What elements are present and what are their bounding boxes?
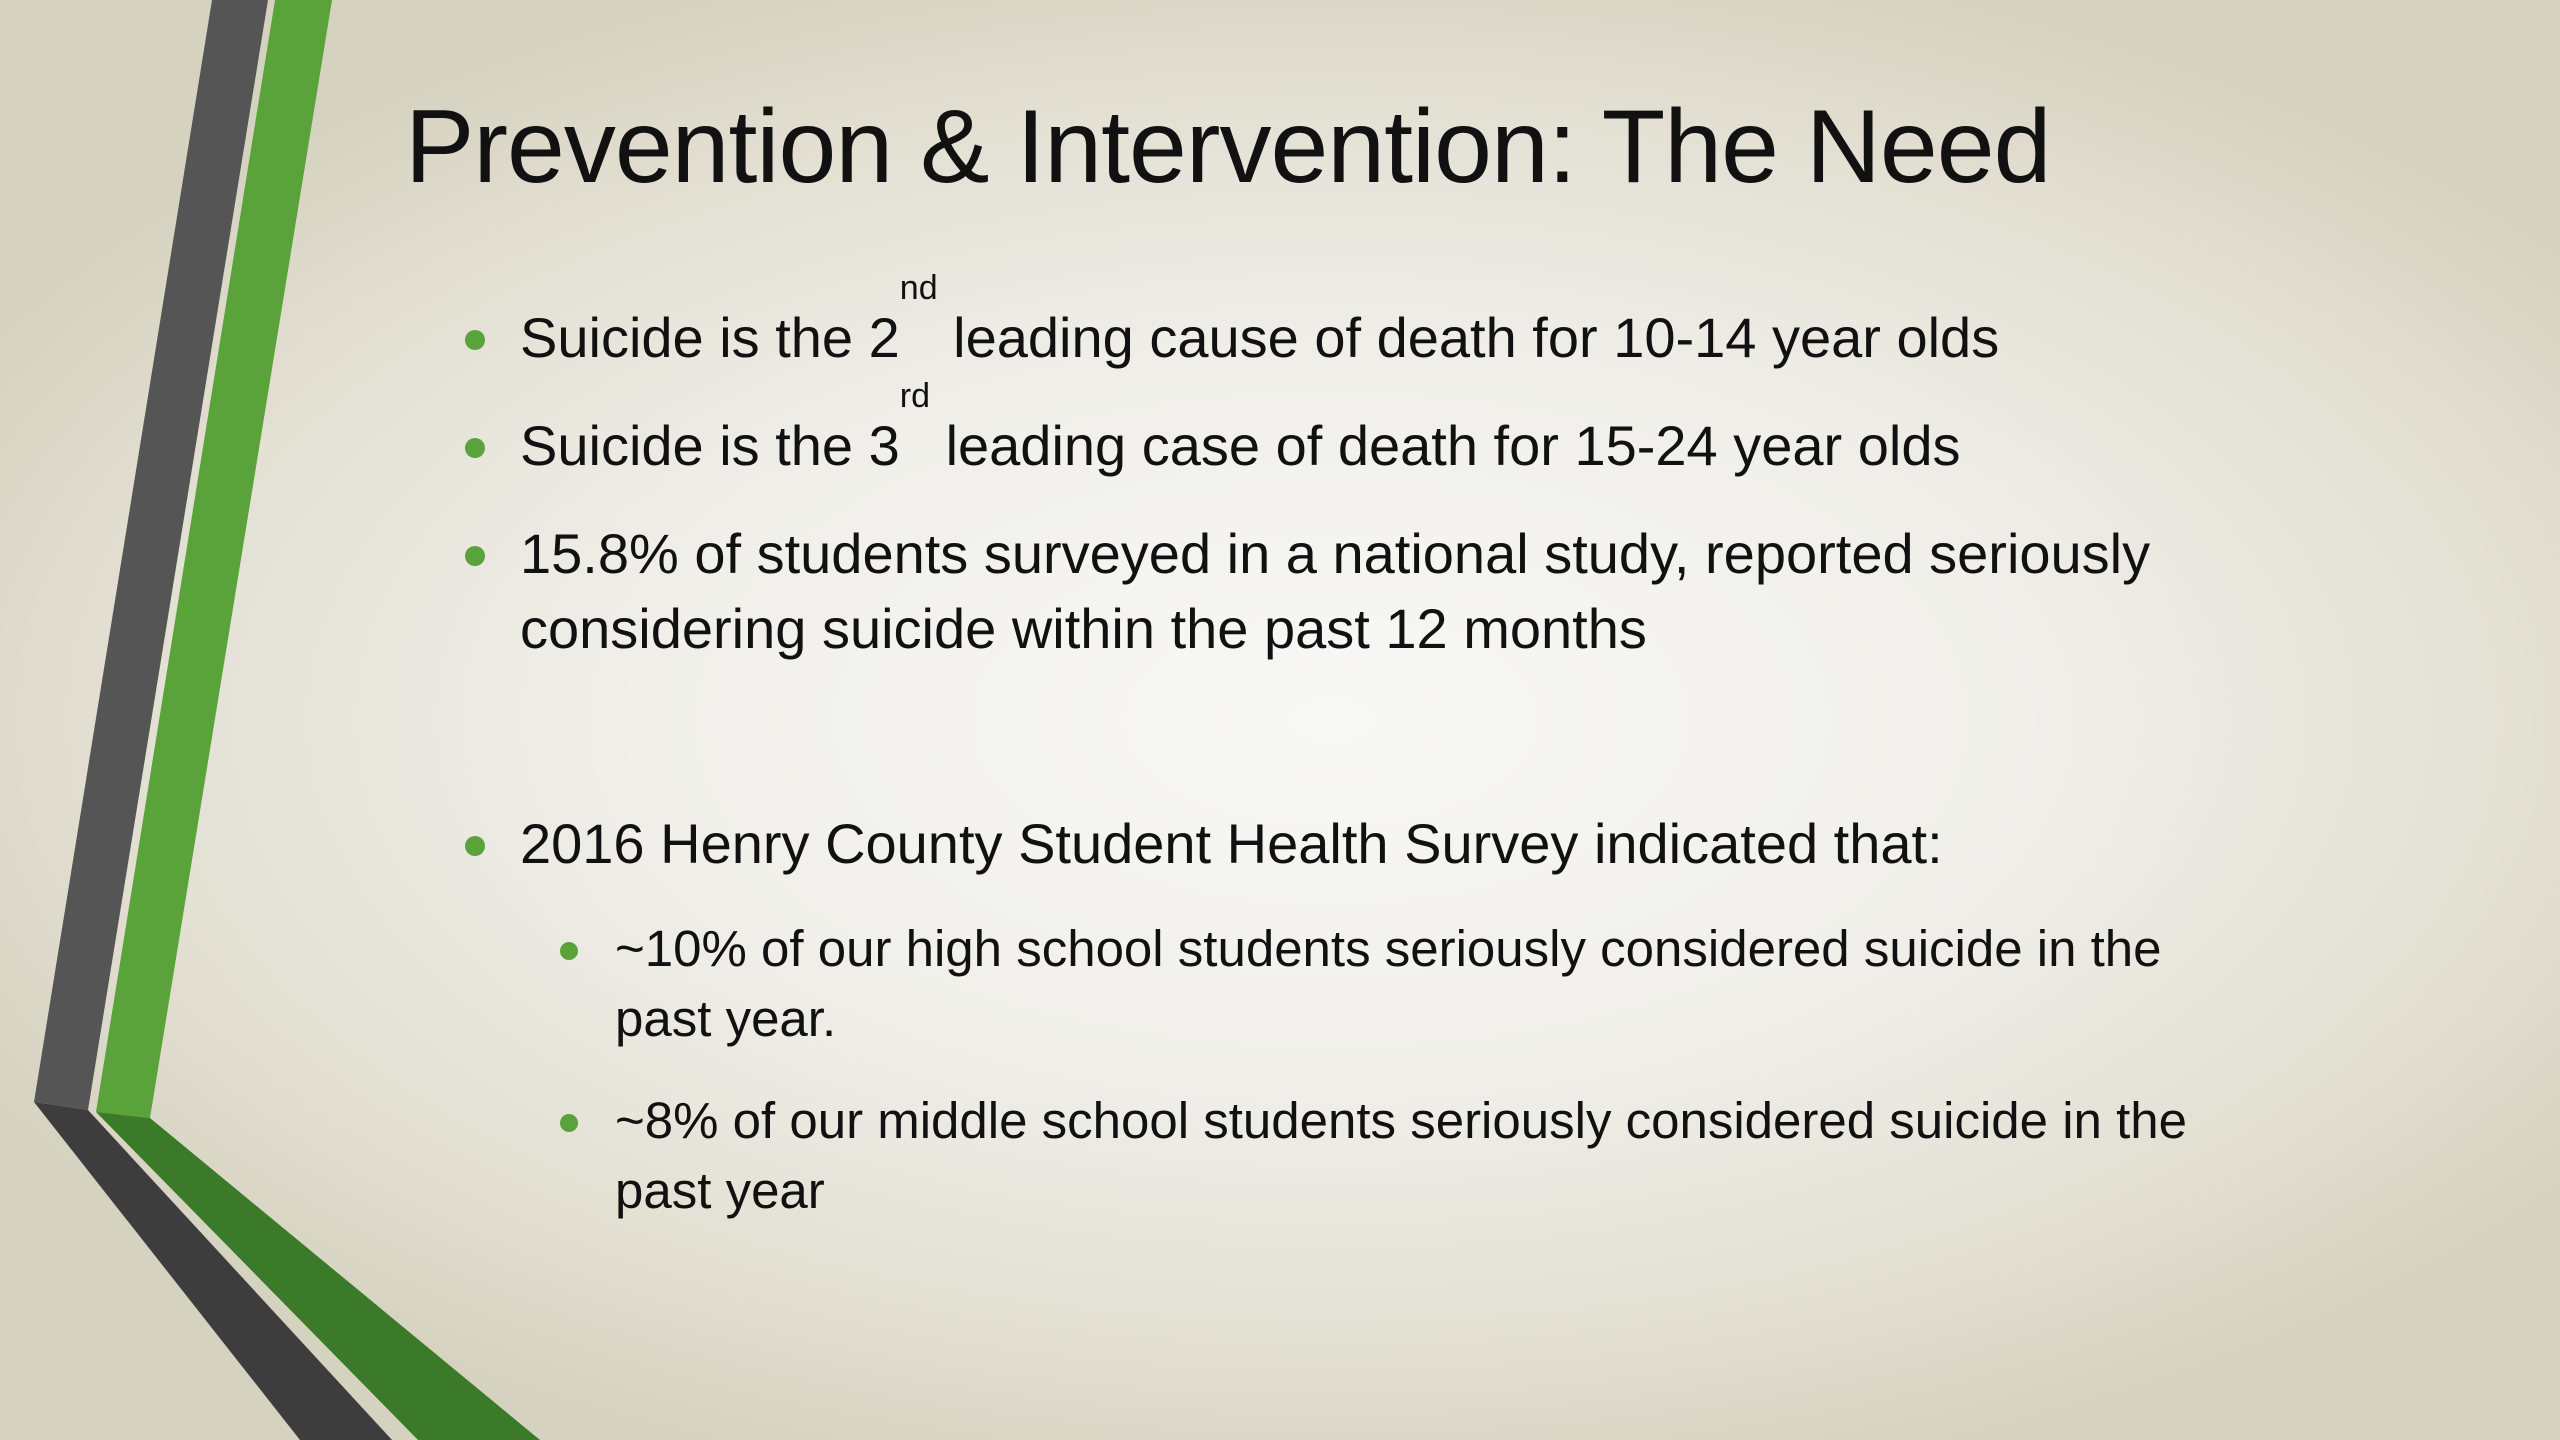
sub-bullet-text: ~8% of our middle school students seriously considered suicide in the past year	[615, 1092, 2187, 1219]
sub-bullet-item	[560, 1086, 2195, 1226]
ordinal-suffix: rd	[899, 377, 931, 415]
bullet-item	[465, 269, 2265, 375]
sub-bullet-text: ~10% of our high school students seriously considered suicide in the past year.	[615, 920, 2162, 1047]
slide-title: Prevention & Intervention: The Need	[405, 89, 2051, 205]
bullet-item	[465, 377, 2265, 483]
bullet-item	[465, 516, 2265, 666]
bullet-text: 15.8% of students surveyed in a national study, reported seriously considering suicide within the past 12 months	[520, 522, 2151, 660]
sub-bullet-item	[560, 914, 2195, 1054]
bullet-text: Suicide is the 3	[520, 414, 900, 477]
bullet-text: Suicide is the 2	[520, 306, 900, 369]
bullet-item	[465, 806, 2265, 881]
bullet-text: leading case of death for 15-24 year olds	[930, 414, 1961, 477]
bullet-dot-icon	[560, 942, 578, 960]
bullet-text: leading cause of death for 10-14 year olds	[937, 306, 2000, 369]
gray-band-lower	[34, 1102, 392, 1440]
bullet-dot-icon	[465, 438, 485, 458]
ordinal-suffix: nd	[899, 269, 938, 307]
bullet-dot-icon	[560, 1114, 578, 1132]
bullet-dot-icon	[465, 836, 485, 856]
bullet-list	[465, 269, 2265, 1258]
bullet-dot-icon	[465, 546, 485, 566]
bullet-text: 2016 Henry County Student Health Survey indicated that:	[520, 812, 1943, 875]
bullet-dot-icon	[465, 330, 485, 350]
